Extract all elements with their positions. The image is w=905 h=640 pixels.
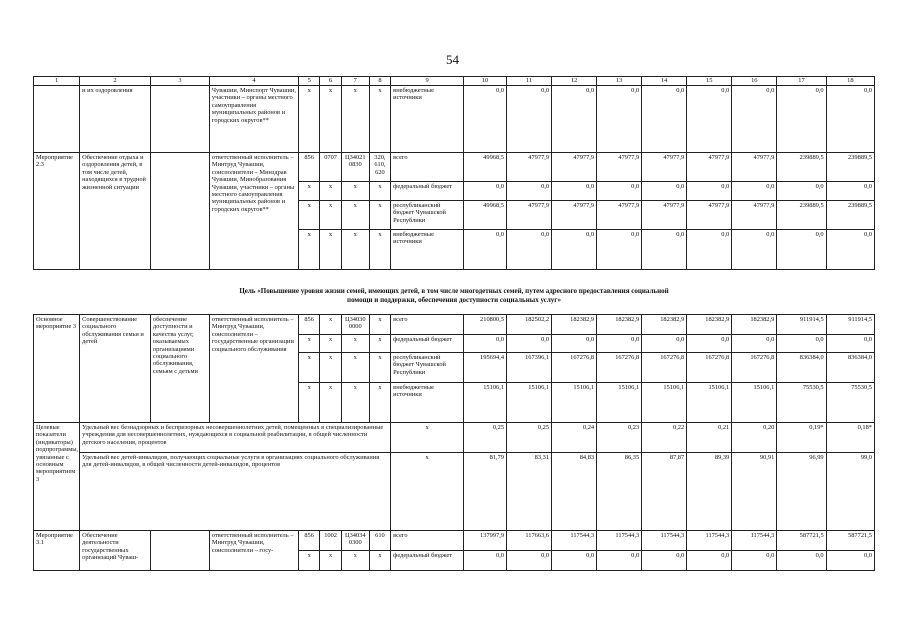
- value-cell: 137997,9: [464, 531, 507, 551]
- measure-label: Мероприятие 2.3: [34, 153, 80, 270]
- cell: x: [369, 353, 390, 383]
- value-cell: 911914,5: [826, 315, 874, 335]
- col-num: 15: [687, 77, 732, 86]
- cell: [34, 86, 80, 153]
- value-cell: 239889,5: [777, 201, 826, 230]
- value-cell: 0,0: [597, 551, 642, 571]
- cell: x: [298, 230, 319, 270]
- value-cell: 84,83: [552, 453, 597, 531]
- value-cell: 47977,9: [507, 201, 552, 230]
- value-cell: 0,0: [552, 230, 597, 270]
- measure-name: и их оздоровления: [80, 86, 151, 153]
- value-cell: 15106,1: [507, 383, 552, 423]
- cell: x: [320, 551, 341, 571]
- cell: x: [341, 201, 369, 230]
- indicators-label: Целевые показатели (индикаторы) подпрограммы, увязанные с основным мероприятием 3: [34, 423, 80, 531]
- value-cell: 587721,5: [826, 531, 874, 551]
- value-cell: 0,0: [777, 230, 826, 270]
- value-cell: 0,0: [826, 230, 874, 270]
- value-cell: 182382,9: [597, 315, 642, 335]
- executors: ответственный исполнитель – Минтруд Чувашии, соисполнители – Минздрав Чувашии, Минобразования Чувашии, участники – органы местного самоуправления муниципальных районов и городских округов**: [209, 153, 298, 270]
- value-cell: 167276,8: [732, 353, 777, 383]
- executors: ответственный исполнитель – Минтруд Чувашии, соисполнители – госу-: [209, 531, 298, 571]
- funding-source: федеральный бюджет: [391, 335, 464, 353]
- value-cell: 0,0: [507, 551, 552, 571]
- value-cell: 47977,9: [552, 153, 597, 182]
- value-cell: 0,19*: [777, 423, 826, 453]
- col-num: 2: [80, 77, 151, 86]
- cell: x: [298, 383, 319, 423]
- value-cell: 0,0: [464, 86, 507, 153]
- cell: x: [298, 551, 319, 571]
- cell: 856: [298, 153, 319, 182]
- cell: x: [298, 86, 319, 153]
- funding-source: всего: [391, 153, 464, 182]
- value-cell: 182382,9: [732, 315, 777, 335]
- measure-goal: обеспечение доступности и качества услуг, оказываемых организациями социального обслуживания, семьям с детьми: [150, 315, 209, 423]
- goal-line: Цель «Повышение уровня жизни семей, имеющих детей, в том числе многодетных семей, путем адресного предоставления социальной: [239, 287, 669, 295]
- col-num: 6: [320, 77, 341, 86]
- cell: x: [320, 383, 341, 423]
- value-cell: 0,0: [552, 182, 597, 201]
- cell: x: [391, 453, 464, 531]
- value-cell: 182502,2: [507, 315, 552, 335]
- value-cell: 182382,9: [642, 315, 687, 335]
- value-cell: 0,0: [642, 230, 687, 270]
- value-cell: 0,0: [826, 86, 874, 153]
- funding-source: всего: [391, 315, 464, 335]
- value-cell: 0,0: [777, 551, 826, 571]
- value-cell: 47977,9: [642, 153, 687, 182]
- value-cell: 0,0: [507, 86, 552, 153]
- page-number: 54: [446, 52, 459, 67]
- value-cell: 0,0: [642, 551, 687, 571]
- value-cell: 0,0: [687, 86, 732, 153]
- col-num: 5: [298, 77, 319, 86]
- value-cell: 0,0: [687, 182, 732, 201]
- col-num: 8: [369, 77, 390, 86]
- cell: x: [341, 551, 369, 571]
- value-cell: 0,0: [507, 182, 552, 201]
- value-cell: 75530,5: [826, 383, 874, 423]
- col-num: 12: [552, 77, 597, 86]
- executors: ответственный исполнитель – Минтруд Чувашии, соисполнители – государственные организации социального обслуживания: [209, 315, 298, 423]
- cell: x: [369, 86, 390, 153]
- value-cell: 0,0: [732, 551, 777, 571]
- value-cell: 15106,1: [552, 383, 597, 423]
- value-cell: 0,0: [464, 551, 507, 571]
- program-table-bottom: [33, 314, 875, 571]
- value-cell: 0,0: [732, 86, 777, 153]
- value-cell: 587721,5: [777, 531, 826, 551]
- value-cell: 0,25: [507, 423, 552, 453]
- col-num: 1: [34, 77, 80, 86]
- value-cell: 182382,9: [687, 315, 732, 335]
- value-cell: 167396,1: [507, 353, 552, 383]
- value-cell: 0,0: [732, 182, 777, 201]
- value-cell: 0,0: [826, 182, 874, 201]
- cell: x: [341, 86, 369, 153]
- cell: x: [320, 201, 341, 230]
- value-cell: 167276,8: [687, 353, 732, 383]
- value-cell: 15106,1: [597, 383, 642, 423]
- measure-label: Мероприятие 3.1: [34, 531, 80, 571]
- col-num: 9: [391, 77, 464, 86]
- value-cell: 0,0: [732, 230, 777, 270]
- value-cell: 167276,8: [552, 353, 597, 383]
- value-cell: 0,0: [552, 551, 597, 571]
- value-cell: 99,0: [826, 453, 874, 531]
- value-cell: 96,99: [777, 453, 826, 531]
- value-cell: 15106,1: [642, 383, 687, 423]
- funding-source: федеральный бюджет: [391, 182, 464, 201]
- value-cell: 49968,5: [464, 201, 507, 230]
- value-cell: 47977,9: [687, 153, 732, 182]
- value-cell: 0,0: [597, 230, 642, 270]
- cell: [150, 86, 209, 153]
- value-cell: 195694,4: [464, 353, 507, 383]
- funding-source: всего: [391, 531, 464, 551]
- table-row: [34, 453, 875, 531]
- cell: x: [298, 335, 319, 353]
- measure-name: Обеспечение отдыха и оздоровления детей, в том числе детей, находящихся в трудной жизненной ситуации: [80, 153, 151, 270]
- value-cell: 0,0: [597, 86, 642, 153]
- executors: Чувашии, Минспорт Чувашии, участники – органы местного самоуправления муниципальных районов и городских округов**: [209, 86, 298, 153]
- value-cell: 47977,9: [732, 201, 777, 230]
- col-num: 17: [777, 77, 826, 86]
- value-cell: 0,0: [464, 230, 507, 270]
- col-num: 16: [732, 77, 777, 86]
- value-cell: 167276,8: [642, 353, 687, 383]
- value-cell: 117544,3: [597, 531, 642, 551]
- value-cell: 0,0: [687, 230, 732, 270]
- value-cell: 0,0: [464, 182, 507, 201]
- funding-source: федеральный бюджет: [391, 551, 464, 571]
- value-cell: 117544,3: [732, 531, 777, 551]
- value-cell: 87,87: [642, 453, 687, 531]
- cell: x: [369, 383, 390, 423]
- value-cell: 15106,1: [687, 383, 732, 423]
- value-cell: 0,18*: [826, 423, 874, 453]
- cell: x: [369, 315, 390, 335]
- cell: x: [341, 230, 369, 270]
- value-cell: 0,0: [642, 182, 687, 201]
- cell: x: [369, 551, 390, 571]
- cell: x: [320, 335, 341, 353]
- table-row: [34, 315, 875, 335]
- funding-source: внебюджетные источники: [391, 383, 464, 423]
- value-cell: 239889,5: [826, 201, 874, 230]
- cell: x: [320, 353, 341, 383]
- measure-label: Основное мероприятие 3: [34, 315, 80, 423]
- measure-name: Обеспечение деятельности государственных организаций Чуваш-: [80, 531, 151, 571]
- indicator-text: Удельный вес безнадзорных и беспризорных несовершеннолетних детей, помещенных в специализированные учреждения для несовершеннолетних, нуждающихся в социальной реабилитации, в общей численности детского населения, процентов: [80, 423, 391, 453]
- value-cell: 117544,3: [687, 531, 732, 551]
- value-cell: 81,79: [464, 453, 507, 531]
- value-cell: 83,31: [507, 453, 552, 531]
- value-cell: 0,0: [777, 86, 826, 153]
- value-cell: 0,0: [826, 335, 874, 353]
- col-num: 13: [597, 77, 642, 86]
- cell: x: [391, 423, 464, 453]
- value-cell: 911914,5: [777, 315, 826, 335]
- funding-source: внебюджетные источники: [391, 230, 464, 270]
- value-cell: 836384,0: [777, 353, 826, 383]
- value-cell: 0,23: [597, 423, 642, 453]
- value-cell: 239889,5: [777, 153, 826, 182]
- value-cell: 0,0: [642, 86, 687, 153]
- table-row: [34, 423, 875, 453]
- value-cell: 0,0: [777, 335, 826, 353]
- cell: x: [298, 201, 319, 230]
- value-cell: 15106,1: [464, 383, 507, 423]
- table-row: [34, 153, 875, 182]
- value-cell: 0,0: [777, 182, 826, 201]
- cell: Ц34021 0830: [341, 153, 369, 182]
- program-table-top: [33, 76, 875, 270]
- funding-source: внебюджетные источники: [391, 86, 464, 153]
- cell: x: [320, 86, 341, 153]
- col-num: 11: [507, 77, 552, 86]
- cell: x: [298, 182, 319, 201]
- value-cell: 0,0: [597, 335, 642, 353]
- value-cell: 0,0: [597, 182, 642, 201]
- goal-line: помощи и поддержки, обеспечения доступности социальных услуг»: [347, 295, 561, 304]
- value-cell: 0,0: [552, 335, 597, 353]
- value-cell: 0,25: [464, 423, 507, 453]
- cell: [150, 153, 209, 270]
- value-cell: 0,0: [687, 551, 732, 571]
- col-num: 3: [150, 77, 209, 86]
- cell: 1002: [320, 531, 341, 551]
- cell: x: [369, 230, 390, 270]
- cell: x: [341, 335, 369, 353]
- cell: x: [369, 201, 390, 230]
- cell: x: [320, 230, 341, 270]
- cell: Ц34034 0300: [341, 531, 369, 551]
- col-num: 7: [341, 77, 369, 86]
- cell: x: [341, 182, 369, 201]
- value-cell: 0,21: [687, 423, 732, 453]
- value-cell: 182382,9: [552, 315, 597, 335]
- value-cell: 47977,9: [552, 201, 597, 230]
- funding-source: республиканский бюджет Чувашской Республики: [391, 201, 464, 230]
- value-cell: 0,0: [552, 86, 597, 153]
- value-cell: 0,0: [507, 335, 552, 353]
- value-cell: 47977,9: [597, 153, 642, 182]
- value-cell: 117663,6: [507, 531, 552, 551]
- value-cell: 75530,5: [777, 383, 826, 423]
- value-cell: 47977,9: [642, 201, 687, 230]
- cell: 0707: [320, 153, 341, 182]
- value-cell: 15106,1: [732, 383, 777, 423]
- value-cell: 0,0: [507, 230, 552, 270]
- col-num: 10: [464, 77, 507, 86]
- value-cell: 89,39: [687, 453, 732, 531]
- value-cell: 836384,0: [826, 353, 874, 383]
- cell: [150, 531, 209, 571]
- value-cell: 239889,5: [826, 153, 874, 182]
- cell: 856: [298, 315, 319, 335]
- col-num: 4: [209, 77, 298, 86]
- value-cell: 0,0: [826, 551, 874, 571]
- indicator-text: Удельный вес детей-инвалидов, получающих социальные услуги в организациях социального обслуживания для детей-инвалидов, в общей численности детей-инвалидов, процентов: [80, 453, 391, 531]
- measure-name: Совершенствование социального обслуживания семьи и детей: [80, 315, 151, 423]
- value-cell: 0,0: [642, 335, 687, 353]
- col-num: 14: [642, 77, 687, 86]
- cell: Ц34030 0000: [341, 315, 369, 335]
- cell: x: [341, 353, 369, 383]
- value-cell: 117544,3: [552, 531, 597, 551]
- value-cell: 167276,8: [597, 353, 642, 383]
- goal-heading: [33, 287, 875, 304]
- table-row: [34, 86, 875, 153]
- value-cell: 117544,3: [642, 531, 687, 551]
- cell: x: [369, 335, 390, 353]
- cell: x: [298, 353, 319, 383]
- value-cell: 0,22: [642, 423, 687, 453]
- value-cell: 0,0: [732, 335, 777, 353]
- cell: x: [369, 182, 390, 201]
- value-cell: 47977,9: [597, 201, 642, 230]
- cell: x: [320, 182, 341, 201]
- value-cell: 47977,9: [732, 153, 777, 182]
- cell: x: [341, 383, 369, 423]
- cell: x: [320, 315, 341, 335]
- cell: 856: [298, 531, 319, 551]
- value-cell: 90,91: [732, 453, 777, 531]
- table-row: [34, 531, 875, 551]
- value-cell: 49968,5: [464, 153, 507, 182]
- value-cell: 0,0: [464, 335, 507, 353]
- column-number-row: [34, 77, 875, 86]
- value-cell: 47977,9: [687, 201, 732, 230]
- value-cell: 47977,9: [507, 153, 552, 182]
- value-cell: 0,24: [552, 423, 597, 453]
- cell: 610: [369, 531, 390, 551]
- value-cell: 0,20: [732, 423, 777, 453]
- cell: 320, 610, 620: [369, 153, 390, 182]
- col-num: 18: [826, 77, 874, 86]
- value-cell: 0,0: [687, 335, 732, 353]
- value-cell: 86,35: [597, 453, 642, 531]
- value-cell: 210800,5: [464, 315, 507, 335]
- funding-source: республиканский бюджет Чувашской Республики: [391, 353, 464, 383]
